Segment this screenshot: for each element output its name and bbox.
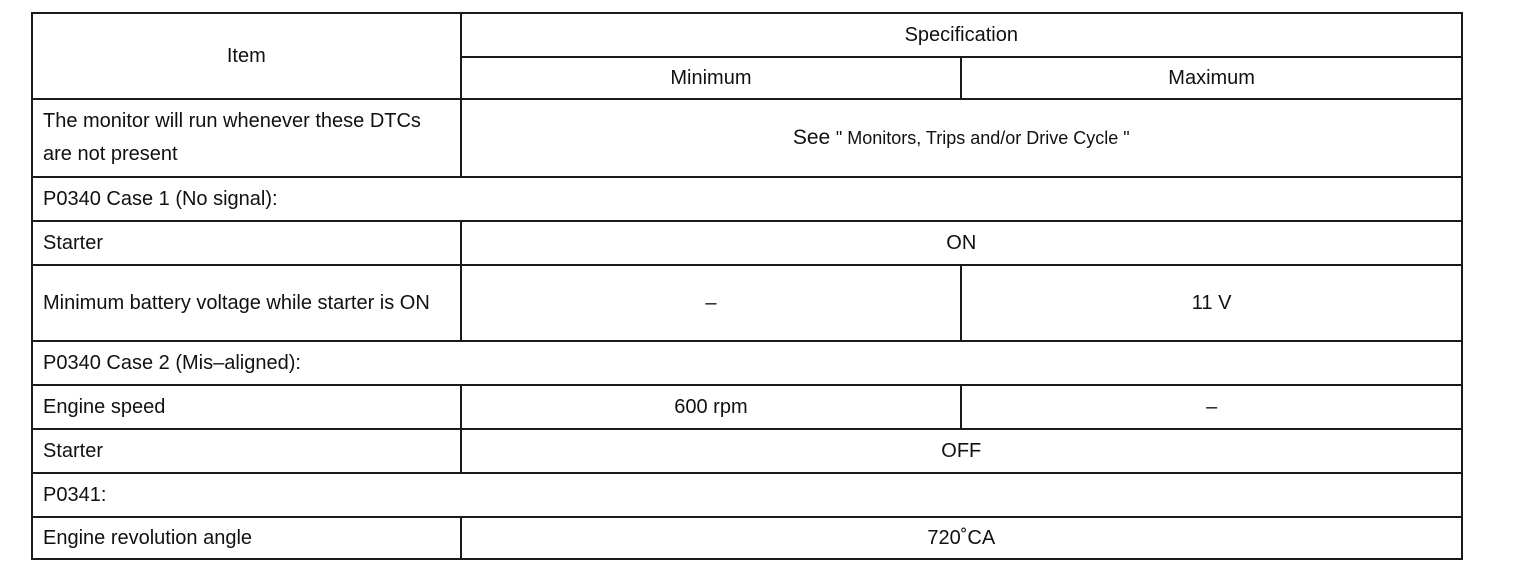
- row-min-engine-speed: 600 rpm: [461, 385, 962, 429]
- row-value-starter-off: OFF: [461, 429, 1462, 473]
- row-value-rev-angle: 720˚CA: [461, 517, 1462, 559]
- see-reference: " Monitors, Trips and/or Drive Cycle ": [835, 128, 1130, 148]
- row-item-battery: Minimum battery voltage while starter is ON: [32, 265, 461, 341]
- row-value-starter-on: ON: [461, 221, 1462, 265]
- header-row-top: [32, 13, 1462, 57]
- row-value-monitor: [461, 99, 1462, 177]
- row-item-monitor: The monitor will run whenever these DTCs are not present: [32, 99, 461, 177]
- header-maximum: Maximum: [961, 57, 1462, 99]
- section-title-case1: P0340 Case 1 (No signal):: [32, 177, 1462, 221]
- row-min-battery: –: [461, 265, 962, 341]
- table-row: [32, 429, 1462, 473]
- row-item-rev-angle: Engine revolution angle: [32, 517, 461, 559]
- table-row: [32, 99, 1462, 177]
- row-max-battery: 11 V: [961, 265, 1462, 341]
- specification-table: [31, 12, 1463, 560]
- row-max-engine-speed: –: [961, 385, 1462, 429]
- section-row: [32, 473, 1462, 517]
- section-row: [32, 177, 1462, 221]
- table-row: [32, 221, 1462, 265]
- section-title-case2: P0340 Case 2 (Mis–aligned):: [32, 341, 1462, 385]
- table-row: [32, 517, 1462, 559]
- row-item-engine-speed: Engine speed: [32, 385, 461, 429]
- header-item: Item: [32, 13, 461, 99]
- row-item-starter-off: Starter: [32, 429, 461, 473]
- table-row: [32, 265, 1462, 341]
- row-item-starter-on: Starter: [32, 221, 461, 265]
- see-word: See: [792, 126, 831, 149]
- section-title-p0341: P0341:: [32, 473, 1462, 517]
- section-row: [32, 341, 1462, 385]
- header-specification: Specification: [461, 13, 1462, 57]
- table-row: [32, 385, 1462, 429]
- header-minimum: Minimum: [461, 57, 962, 99]
